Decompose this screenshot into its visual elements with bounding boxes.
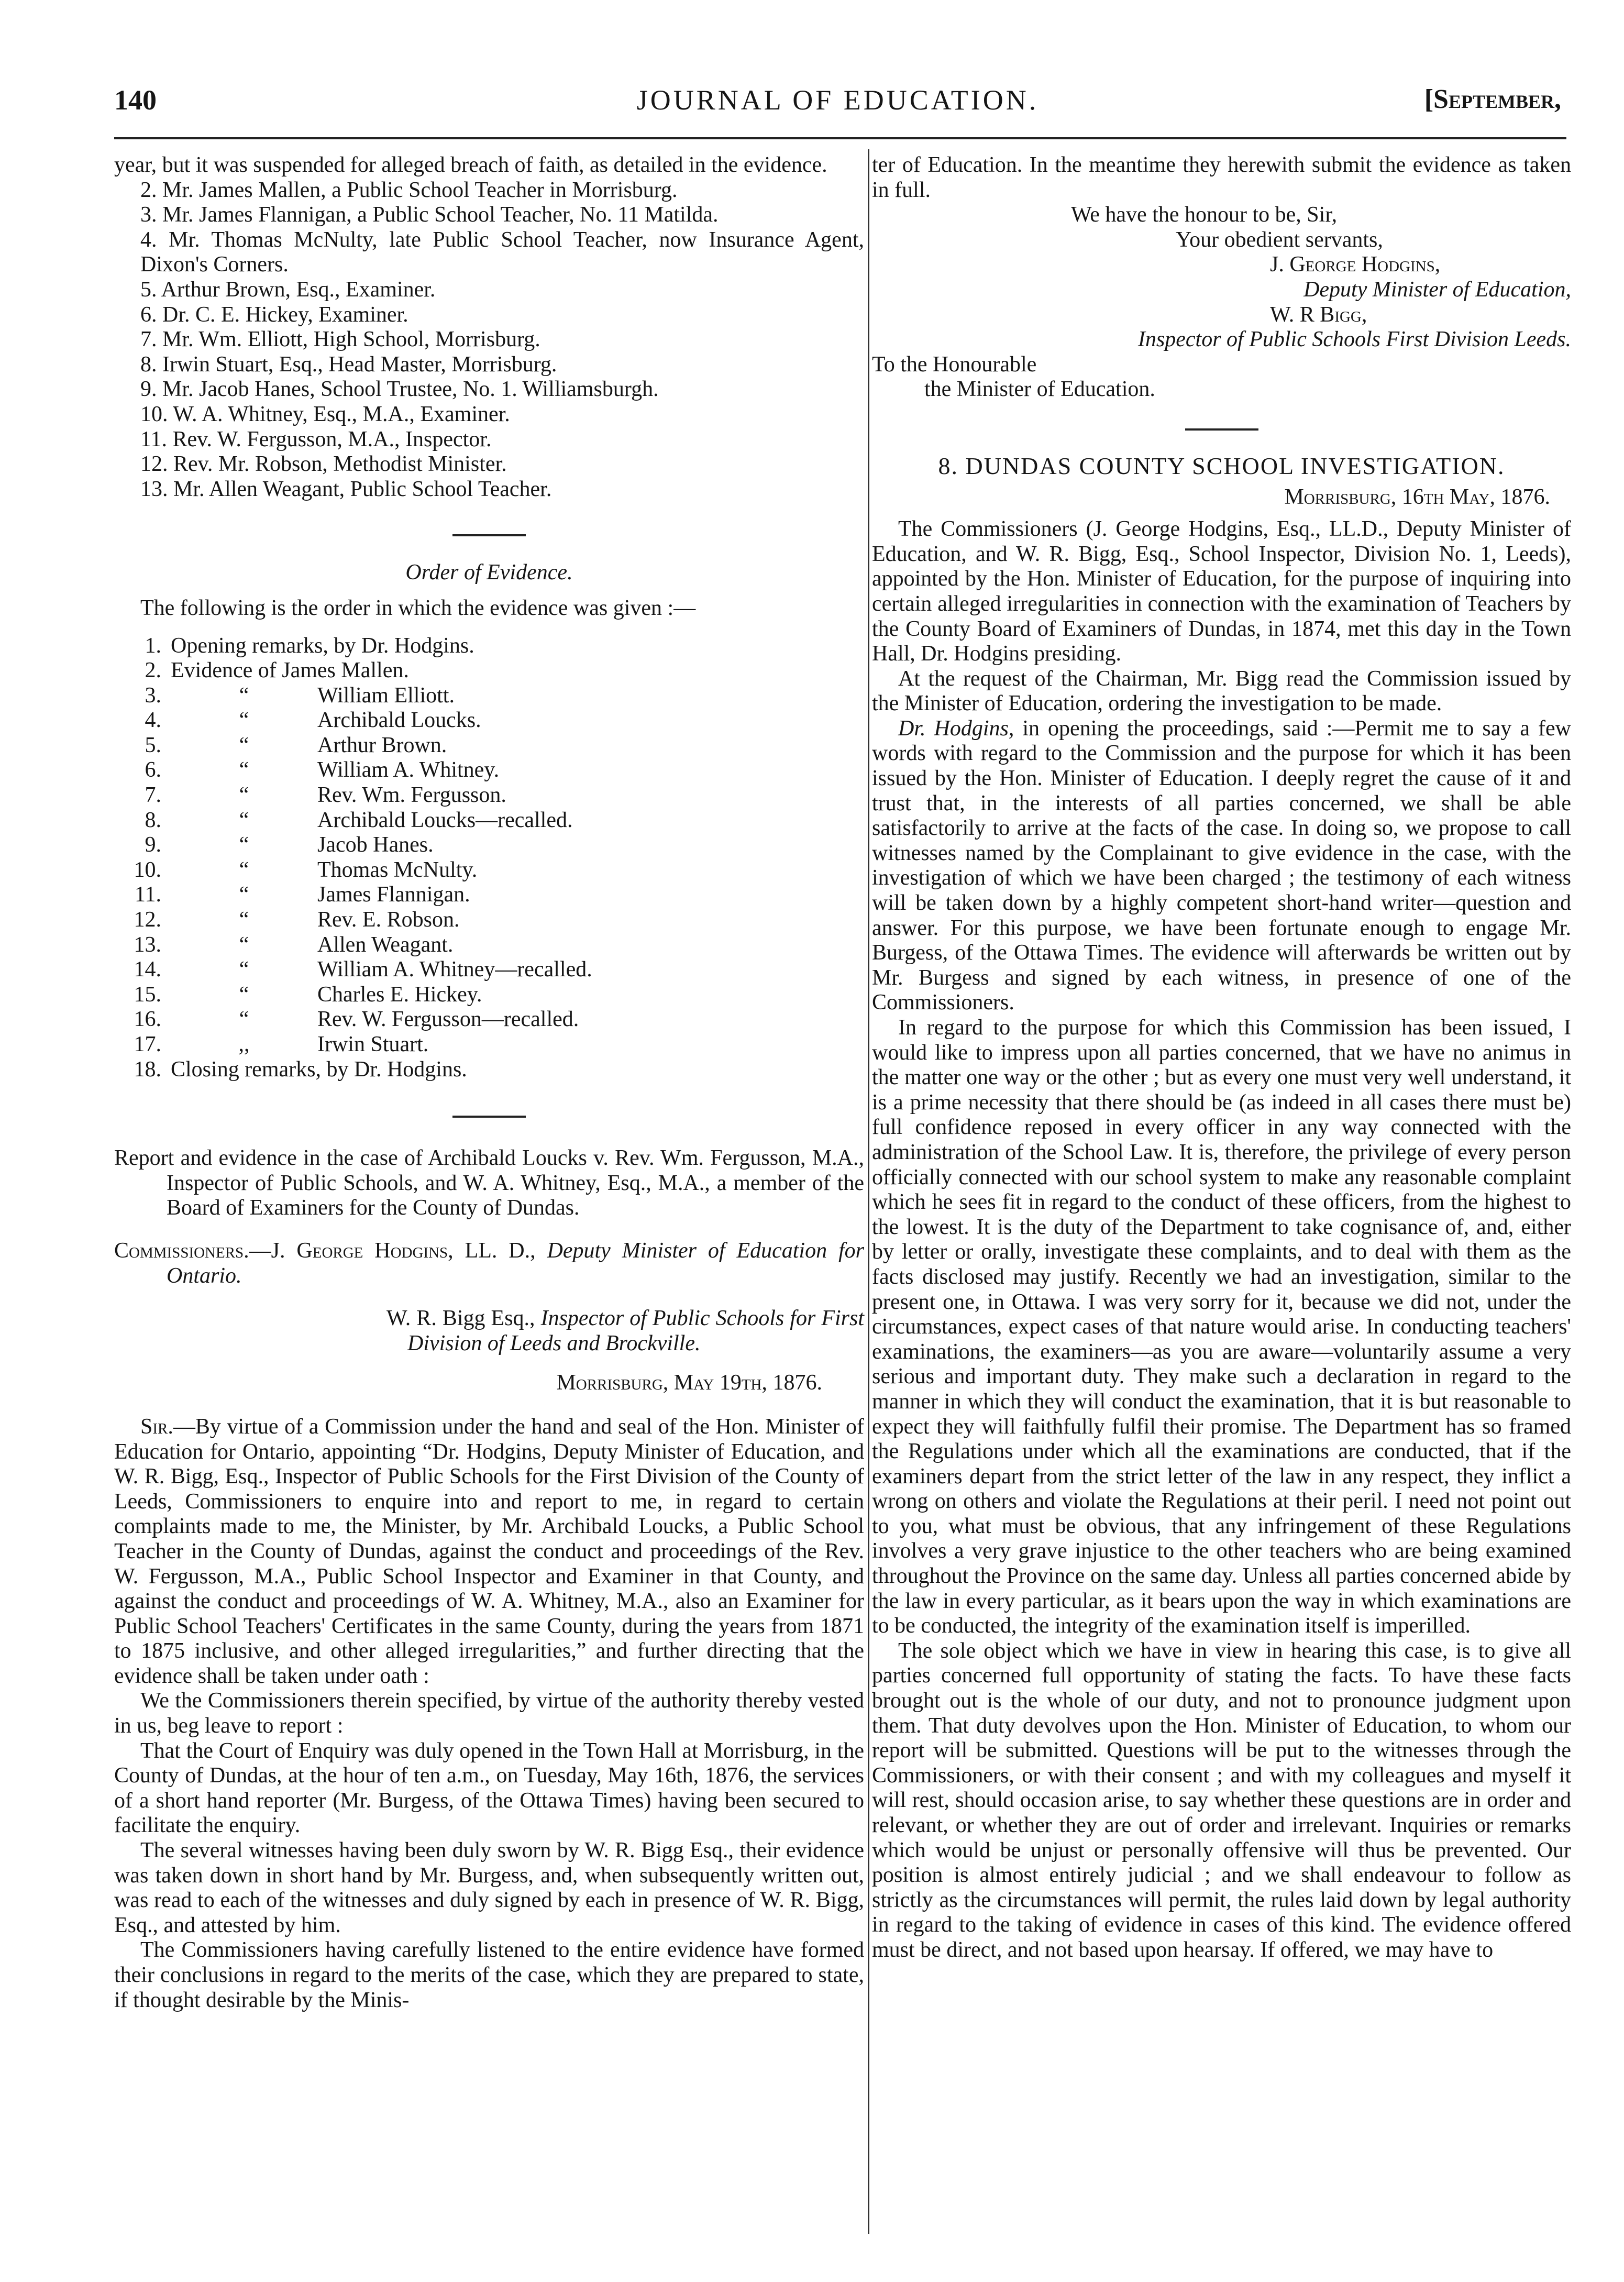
journal-title: JOURNAL OF EDUCATION. <box>636 84 1039 116</box>
list-item: 7. Mr. Wm. Elliott, High School, Morrisburg. <box>140 327 540 352</box>
list-item: 8. “ Archibald Loucks—recalled. <box>145 808 573 832</box>
servants-line: Your obedient servants, <box>1176 227 1383 252</box>
body-paragraph: The Commissioners (J. George Hodgins, Esq., LL.D., Deputy Minister of Education, and W. R. Bigg, Esq., School Inspector, Division No. 1, Leeds), appointed by the Hon. Minister of Education, for the purpose of inquiring into certain alleged irregularities in connection with the examination of Teachers by the County Board of Examiners of Dundas, in 1874, met this day in the Town Hall, Dr. Hodgins presiding. <box>872 517 1571 666</box>
list-item: 9. Mr. Jacob Hanes, School Trustee, No. 1. Williamsburgh. <box>140 377 659 402</box>
order-intro: The following is the order in which the evidence was given :— <box>140 596 696 620</box>
list-item: 13. “ Allen Weagant. <box>134 932 454 957</box>
report-title: Report and evidence in the case of Archibald Loucks v. Rev. Wm. Fergusson, M.A., Inspector of Public Schools, and W. A. Whitney, Esq., M.A., a member of the Board of Examiners for the County of Dundas. <box>114 1146 864 1220</box>
page-header <box>114 84 1561 126</box>
list-item: 5. “ Arthur Brown. <box>145 733 447 757</box>
report-paragraph: The Commissioners having carefully listened to the entire evidence have formed their conclusions in regard to the merits of the case, which they are prepared to state, if thought desirable by the Minis- <box>114 1938 864 2012</box>
list-item: 10. “ Thomas McNulty. <box>134 857 478 882</box>
list-item: 12. Rev. Mr. Robson, Methodist Minister. <box>140 452 507 477</box>
addressee-minister: the Minister of Education. <box>924 377 1155 402</box>
list-item: 3. “ William Elliott. <box>145 683 455 708</box>
list-item: 5. Arthur Brown, Esq., Examiner. <box>140 277 436 302</box>
list-item: 17. ,, Irwin Stuart. <box>134 1032 429 1056</box>
list-item: 14. “ William A. Whitney—recalled. <box>134 957 592 982</box>
signature-hodgins: J. George Hodgins, <box>1270 252 1441 277</box>
list-item: 6. “ William A. Whitney. <box>145 758 500 782</box>
report-paragraph: The several witnesses having been duly sworn by W. R. Bigg Esq., their evidence was taken down in short hand by Mr. Burgess, and, when subsequently written out, was read to each of the witnesses and duly signed by each in presence of W. R. Bigg, Esq., and attested by him. <box>114 1838 864 1937</box>
commissioners-label: Commissioners. <box>114 1238 249 1263</box>
list-item: 13. Mr. Allen Weagant, Public School Teacher. <box>140 477 552 501</box>
section-heading: 8. DUNDAS COUNTY SCHOOL INVESTIGATION. <box>938 452 1505 479</box>
closing-line: We have the honour to be, Sir, <box>1071 203 1338 227</box>
page-number: 140 <box>114 84 157 116</box>
list-item: 3. Mr. James Flannigan, a Public School Teacher, No. 11 Matilda. <box>140 203 719 227</box>
column-divider <box>868 149 869 2234</box>
header-rule <box>114 137 1566 139</box>
list-item: 11. Rev. W. Fergusson, M.A., Inspector. <box>140 427 492 451</box>
list-item: 7. “ Rev. Wm. Fergusson. <box>145 783 506 808</box>
order-list <box>114 634 864 1083</box>
continuation-paragraph: ter of Education. In the meantime they herewith submit the evidence as taken in full. <box>872 153 1571 202</box>
list-item: 11. “ James Flannigan. <box>135 883 470 907</box>
report-dateline: Morrisburg, May 19th, 1876. <box>556 1371 822 1395</box>
list-item: 4. Mr. Thomas McNulty, late Public School Teacher, now Insurance Agent, Dixon's Corners. <box>140 227 864 277</box>
list-item: 15. “ Charles E. Hickey. <box>134 982 482 1007</box>
list-item: 10. W. A. Whitney, Esq., M.A., Examiner. <box>140 402 510 426</box>
list-item: 4. “ Archibald Loucks. <box>145 708 481 733</box>
list-item: 2. Mr. James Mallen, a Public School Teacher in Morrisburg. <box>140 178 678 202</box>
witness-list <box>114 178 864 502</box>
left-column <box>114 153 864 2013</box>
commissioners-line: Commissioners.—J. George Hodgins, LL. D., Deputy Minister of Education for Ontario. <box>114 1238 864 1288</box>
right-column <box>872 153 1571 1963</box>
speaker-name: Dr. Hodgins, <box>898 716 1014 741</box>
intro-paragraph: year, but it was suspended for alleged breach of faith, as detailed in the evidence. <box>114 153 827 177</box>
list-item: 16. “ Rev. W. Fergusson—recalled. <box>134 1007 579 1032</box>
list-item: 12. “ Rev. E. Robson. <box>134 908 460 932</box>
report-paragraph: We the Commissioners therein specified, by virtue of the authority thereby vested in us, beg leave to report : <box>114 1689 864 1738</box>
body-paragraph: At the request of the Chairman, Mr. Bigg read the Commission issued by the Minister of Education, ordering the investigation to be made. <box>872 666 1571 716</box>
list-item: 1. Opening remarks, by Dr. Hodgins. <box>145 633 474 658</box>
section-dateline: Morrisburg, 16th May, 1876. <box>1284 484 1550 509</box>
list-item: 8. Irwin Stuart, Esq., Head Master, Morrisburg. <box>140 352 557 377</box>
list-item: 2. Evidence of James Mallen. <box>145 658 409 683</box>
list-item: 6. Dr. C. E. Hickey, Examiner. <box>140 302 408 327</box>
addressee-line: To the Honourable <box>872 352 1037 377</box>
running-month: [September, <box>1424 84 1561 114</box>
order-heading: Order of Evidence. <box>405 560 573 585</box>
signature-bigg-title: Inspector of Public Schools First Division Leeds. <box>1137 327 1571 352</box>
list-item: 9. “ Jacob Hanes. <box>145 833 434 857</box>
commissioner-bigg: W. R. Bigg Esq., Inspector of Public Schools for First Division of Leeds and Brockville. <box>386 1306 864 1355</box>
body-paragraph: Dr. Hodgins, in opening the proceedings, said :—Permit me to say a few words with regard to the Commission and the purpose for which it has been issued by the Hon. Minister of Education. I deeply regret the cause of it and trust that, in the interests of all parties concerned, we shall be able satisfactorily to arrive at the facts of the case. In doing so, we propose to call witnesses named by the Complainant to give evidence in the case, with the investigation of which we have been charged ; the testimony of each witness will be taken down by a highly competent short-hand writer—question and answer. For this purpose, we have been fortunate enough to engage Mr. Burgess, of the Ottawa Times. The evidence will afterwards be written out by Mr. Burgess and signed by each witness, in presence of one of the Commissioners. <box>872 716 1571 1015</box>
signature-bigg: W. R Bigg, <box>1270 302 1367 327</box>
list-item: 18. Closing remarks, by Dr. Hodgins. <box>134 1057 467 1082</box>
report-paragraph: That the Court of Enquiry was duly opened in the Town Hall at Morrisburg, in the County of Dundas, at the hour of ten a.m., on Tuesday, May 16th, 1876, the services of a short hand reporter (Mr. Burgess, of the Ottawa Times) having been secured to facilitate the enquiry. <box>114 1738 864 1838</box>
signature-hodgins-title: Deputy Minister of Education, <box>1303 277 1571 302</box>
body-paragraph: The sole object which we have in view in hearing this case, is to give all parties concerned full opportunity of stating the facts. To have these facts brought out is the whole of our duty, and not to pronounce judgment upon them. That duty devolves upon the Hon. Minister of Education, to whom our report will be submitted. Questions will be put to the witnesses through the Commissioners, or with their consent ; and with my colleagues and myself it will rest, should occasion arise, to say whether these questions are in order and relevant, or whether they are out of order and irrelevant. Inquiries or remarks which would be unjust or personally offensive will thus be prevented. Our position is almost entirely judicial ; and we shall endeavour to follow as strictly as the circumstances will permit, the rules laid down by legal authority in regard to the taking of evidence in cases of this kind. The evidence offered must be direct, and not based upon hearsay. If offered, we may have to <box>872 1638 1571 1962</box>
report-salutation: Sir.—By virtue of a Commission under the hand and seal of the Hon. Minister of Education for Ontario, appointing “Dr. Hodgins, Deputy Minister of Education, and W. R. Bigg, Esq., Inspector of Public Schools for the First Division of the County of Leeds, Commissioners to enquire into and report to me, in regard to certain complaints made to me, the Minister, by Mr. Archibald Loucks, a Public School Teacher in the County of Dundas, against the conduct and proceedings of the Rev. W. Fergusson, M.A., Public School Inspector and Examiner in that County, and against the conduct and proceedings of W. A. Whitney, M.A., also an Examiner for Public School Teachers' Certificates in the same County, during the years from 1871 to 1875 inclusive, and other alleged irregularities,” and further directing that the evidence shall be taken under oath : <box>114 1414 864 1688</box>
body-paragraph: In regard to the purpose for which this Commission has been issued, I would like to impress upon all parties concerned, that we have no animus in the matter one way or the other ; but as every one must very well understand, it is a prime necessity that there should be (as indeed in all cases there must be) full confidence reposed in every officer in any way connected with the administration of the School Law. It is, therefore, the privilege of every person officially connected with our school system to make any reasonable complaint which he sees fit in regard to the conduct of these officers, from the highest to the lowest. It is the duty of the Department to take cognisance of, and, either by letter or orally, investigate these complaints, and to deal with them as the facts disclosed may justify. Recently we had an investigation, similar to the present one, in Ottawa. I was very sorry for it, because we did not, under the circumstances, expect cases of that nature would arise. In conducting teachers' examinations, the examiners—as you are aware—voluntarily assume a very serious and important duty. They make such a declaration in regard to the manner in which they will conduct the examination, that it is but reasonable to expect they will faithfully fulfil their promise. The Department has so framed the Regulations under which all the examinations are conducted, that if the examiners depart from the strict letter of the law in any respect, they inflict a wrong on others and violate the Regulations at their peril. I need not point out to you, what must be obvious, that any infringement of these Regulations involves a very grave injustice to the other teachers who are being examined throughout the Province on the same day. Unless all parties concerned abide by the law in every particular, as it bears upon the way in which examinations are to be conducted, the integrity of the examination itself is imperilled. <box>872 1016 1571 1638</box>
